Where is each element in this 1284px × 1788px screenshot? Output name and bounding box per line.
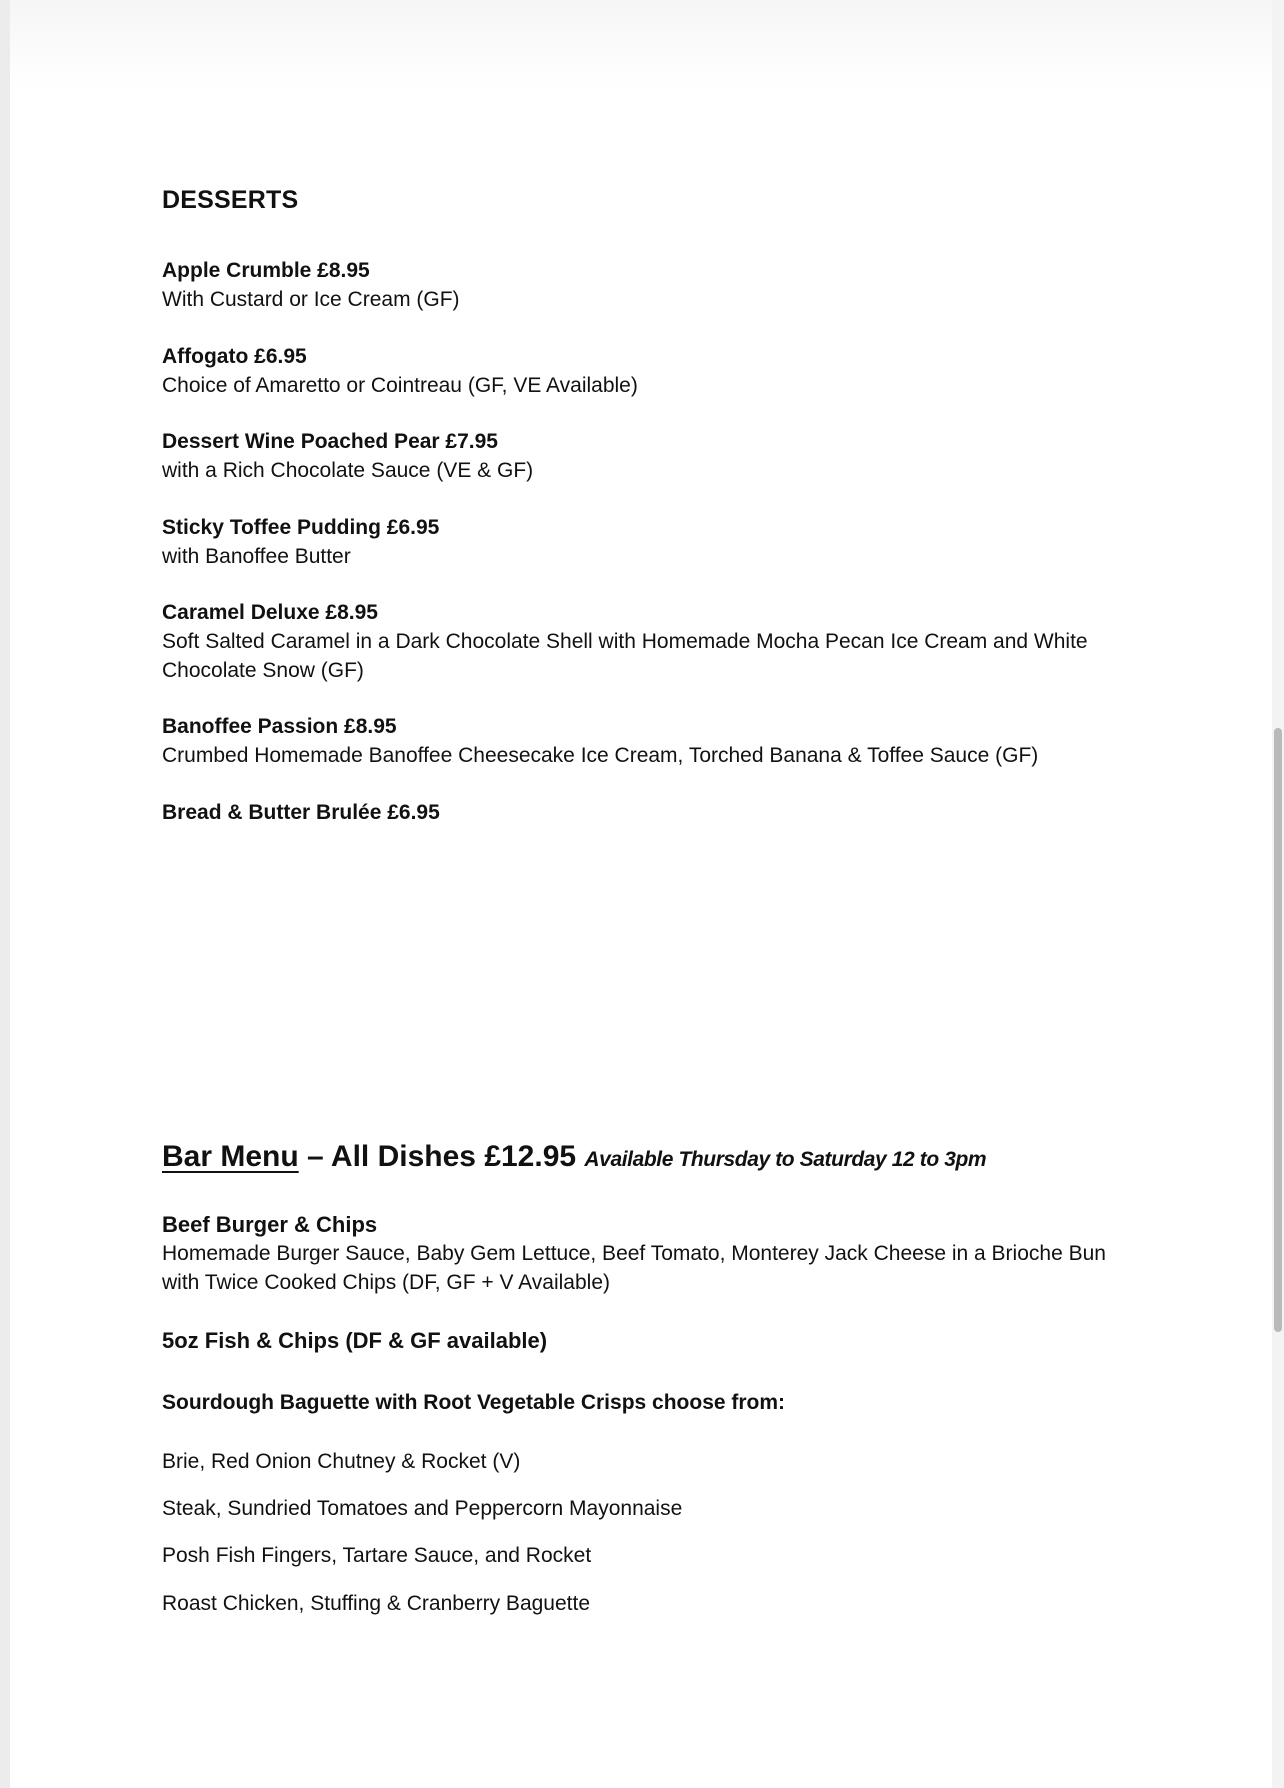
- baguette-option: Steak, Sundried Tomatoes and Peppercorn Mayonnaise: [162, 1497, 683, 1520]
- dessert-item: [162, 798, 1122, 827]
- dessert-name: Affogato £6.95: [162, 345, 307, 368]
- dessert-item: [162, 427, 1122, 485]
- dessert-item: [162, 598, 1122, 685]
- desserts-heading: DESSERTS: [162, 186, 299, 214]
- dessert-description: Crumbed Homemade Banoffee Cheesecake Ice Cream, Torched Banana & Toffee Sauce (GF): [162, 744, 1039, 767]
- dessert-description: with a Rich Chocolate Sauce (VE & GF): [162, 459, 534, 482]
- bar-menu-title: Bar Menu: [162, 1140, 299, 1173]
- dessert-item: [162, 513, 1122, 571]
- dessert-name: Apple Crumble £8.95: [162, 259, 370, 282]
- dessert-name: Bread & Butter Brulée £6.95: [162, 801, 440, 824]
- bar-item-name: Beef Burger & Chips: [162, 1212, 378, 1237]
- baguette-option: Posh Fish Fingers, Tartare Sauce, and Rocket: [162, 1544, 592, 1567]
- dessert-description: Choice of Amaretto or Cointreau (GF, VE Available): [162, 374, 638, 397]
- bar-menu-availability: Available Thursday to Saturday 12 to 3pm: [584, 1148, 987, 1171]
- dessert-item: [162, 712, 1122, 770]
- scrollbar-thumb[interactable]: [1274, 728, 1282, 1332]
- dessert-description: with Banoffee Butter: [162, 545, 351, 568]
- bar-menu-heading: [162, 1140, 986, 1174]
- dessert-item: [162, 342, 1122, 400]
- bar-menu-price: – All Dishes £12.95: [298, 1140, 585, 1173]
- baguette-option: Roast Chicken, Stuffing & Cranberry Baguette: [162, 1592, 591, 1615]
- baguette-heading: Sourdough Baguette with Root Vegetable Crisps choose from:: [162, 1391, 786, 1414]
- dessert-name: Banoffee Passion £8.95: [162, 715, 397, 738]
- dessert-name: Dessert Wine Poached Pear £7.95: [162, 430, 498, 453]
- dessert-item: [162, 256, 1122, 314]
- baguette-option: Brie, Red Onion Chutney & Rocket (V): [162, 1450, 521, 1473]
- dessert-name: Sticky Toffee Pudding £6.95: [162, 516, 440, 539]
- dessert-name: Caramel Deluxe £8.95: [162, 601, 378, 624]
- dessert-description: With Custard or Ice Cream (GF): [162, 288, 460, 311]
- page-top-edge: [10, 0, 1274, 90]
- vertical-scrollbar[interactable]: [1272, 0, 1284, 1788]
- bar-item-description: Homemade Burger Sauce, Baby Gem Lettuce, Beef Tomato, Monterey Jack Cheese in a Brioche Bun with Twice Cooked Chips (DF, GF + V Available): [162, 1242, 1106, 1294]
- dessert-description: Soft Salted Caramel in a Dark Chocolate Shell with Homemade Mocha Pecan Ice Cream and White Chocolate Snow (GF): [162, 630, 1088, 682]
- bar-item-fish: 5oz Fish & Chips (DF & GF available): [162, 1328, 548, 1353]
- bar-item: [162, 1210, 1122, 1297]
